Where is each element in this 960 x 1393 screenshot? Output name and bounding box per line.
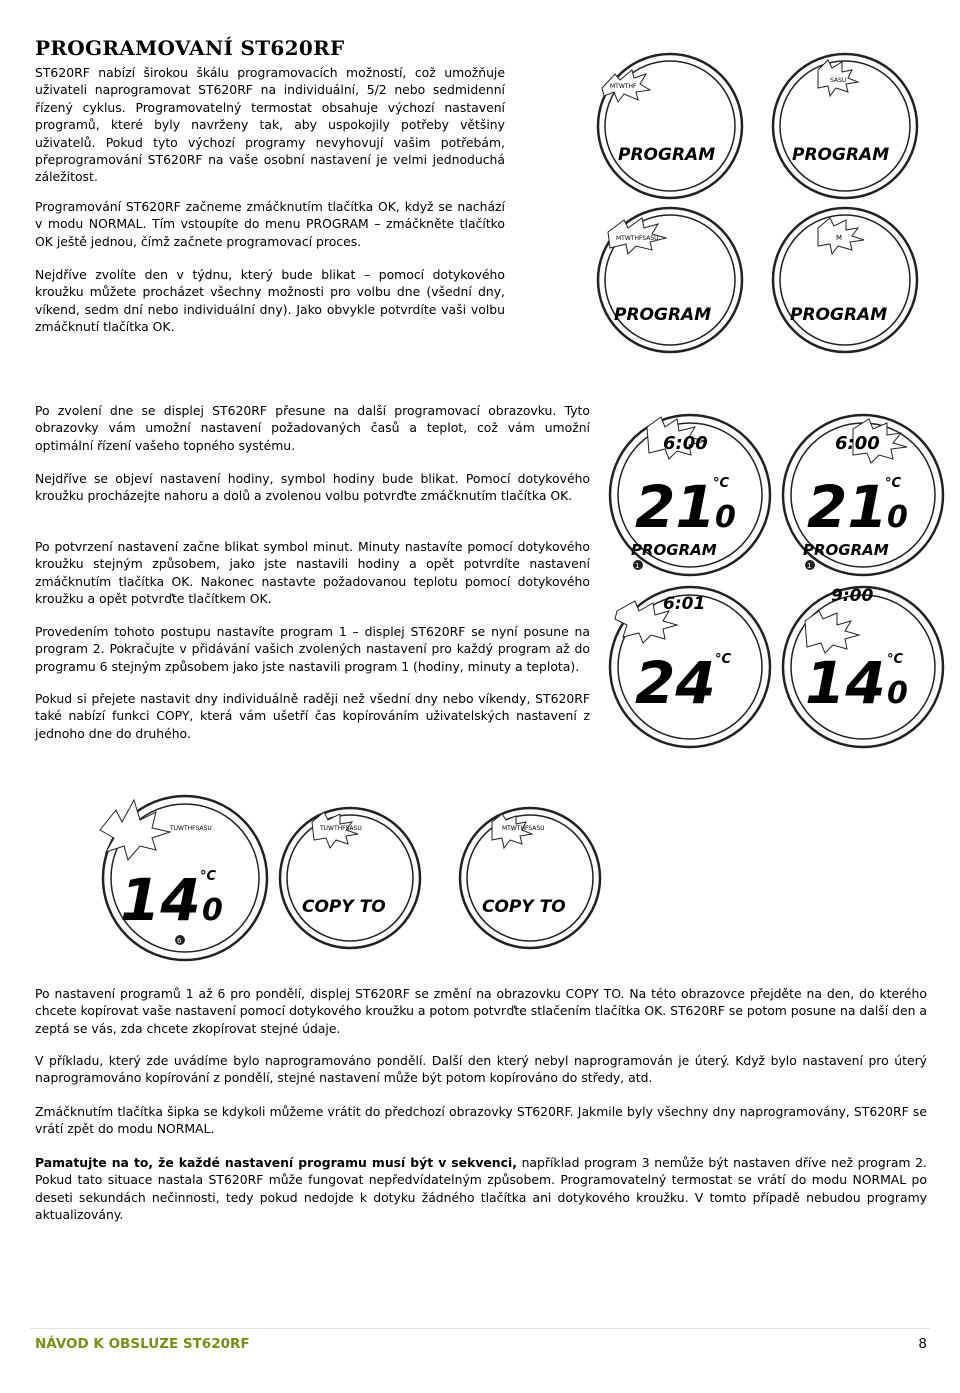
day-label: MTWTHF <box>610 83 637 90</box>
display-last-program <box>100 796 267 960</box>
bottom-paragraph-2: V příkladu, který zde uvádíme bylo naprogramováno pondělí. Další den který nebyl naprogramován je úterý. Když bylo nastavení pro úterý naprogramováno kopírování z pondělí, stejné nastavení může být potom kopírováno do středy, atd. <box>35 1053 927 1086</box>
page-title: PROGRAMOVANÍ ST620RF <box>35 36 345 60</box>
program-word: PROGRAM <box>792 145 890 165</box>
display-all-days <box>598 208 742 352</box>
display-monday <box>773 208 917 352</box>
copy-word: COPY TO <box>482 897 566 917</box>
display-workdays <box>598 54 742 198</box>
temperature-decimal: 0 <box>202 893 223 928</box>
page-number: 8 <box>918 1336 927 1352</box>
middle-paragraph-2: Nejdříve se objeví nastavení hodiny, symbol hodiny bude blikat. Pomocí dotykového kroužku procházejte nahoru a dolů a zvolenou volbu potvrďte zmáčknutím tlačítka OK. <box>35 471 590 504</box>
day-label: MTWTHFSASU <box>502 825 545 832</box>
display-copy-to-1 <box>280 808 420 948</box>
program-word: PROGRAM <box>614 305 712 325</box>
program-number: 6 <box>177 937 182 945</box>
display-set-hour <box>610 415 770 575</box>
temperature-unit: °C <box>885 476 902 491</box>
display-set-minutes <box>783 415 943 575</box>
bottom-paragraph-3: Zmáčknutím tlačítka šipka se kdykoli můžeme vrátit do předchozí obrazovky ST620RF. Jakmile byly všechny dny naprogramovány, ST620RF se vrátí zpět do modu NORMAL. <box>35 1104 927 1137</box>
temperature-unit: °C <box>887 652 904 667</box>
day-label: SASU <box>830 77 847 84</box>
footer-manual-title: NÁVOD K OBSLUZE ST620RF <box>35 1336 250 1352</box>
footer-divider <box>30 1328 930 1329</box>
display-program-two <box>783 586 943 747</box>
temperature-integer: 14 <box>120 866 201 934</box>
temperature-decimal: 0 <box>887 676 908 711</box>
program-display-grid-middle <box>605 405 950 760</box>
temperature-integer: 14 <box>805 649 886 717</box>
time-value: 6:01 <box>663 594 706 614</box>
sequence-warning-text: například program 3 nemůže být nastaven dříve než program 2. Pokud tato situace nastala ST620RF může fungovat nepředvídatelným způsobem. Programovatelný termostat se vrátí do modu NORMAL po deseti sekundách nečinnosti, tedy pokud nedojde k dotyku žádného tlačítka ani dotykového kroužku. V tomto případě nebudou programy aktualizovány. <box>35 1155 927 1223</box>
display-set-temperature <box>610 587 770 747</box>
copy-word: COPY TO <box>302 897 386 917</box>
day-label: TUWTHFSASU <box>320 825 362 832</box>
program-word: PROGRAM <box>803 541 889 559</box>
middle-paragraph-4: Provedením tohoto postupu nastavíte program 1 – displej ST620RF se nyní posune na program 2. Pokračujte v přidávání vašich zvolených nastavení pro každý program až do programu 6 stejným způsobem jako jste nastavili program 1 (hodiny, minuty a teplota). <box>35 624 590 674</box>
time-value: 9:00 <box>831 586 874 606</box>
day-label: MTWTHFSASU <box>616 235 659 242</box>
temperature-unit: °C <box>200 869 217 884</box>
program-word: PROGRAM <box>790 305 888 325</box>
program-word: PROGRAM <box>631 541 717 559</box>
time-value: 6:00 <box>663 433 708 454</box>
day-label: TUWTHFSASU <box>170 825 212 832</box>
temperature-integer: 24 <box>635 649 716 717</box>
middle-paragraph-1: Po zvolení dne se displej ST620RF přesune na další programovací obrazovku. Tyto obrazovky vám umožní nastavení požadovaných časů a teplot, což vám umožní optimální řízení vašeho topného systému. <box>35 403 590 453</box>
temperature-decimal: 0 <box>887 500 908 535</box>
temperature-unit: °C <box>713 476 730 491</box>
day-label: M <box>836 234 843 242</box>
program-display-grid-top <box>580 48 935 358</box>
intro-paragraph-1: ST620RF nabízí širokou škálu programovacích možností, což umožňuje uživateli naprogramovat ST620RF na individuální, 5/2 nebo sedmidenní řízený cyklus. Programovatelný termostat obsahuje výchozí nastavení programů, které byly navrženy tak, aby uspokojily potřeby většiny uživatelů. Pokud tyto výchozí programy nevyhovují vašim potřebám, přeprogramování ST620RF na vaše osobní nastavení je velmi jednoduchá záležitost. <box>35 65 505 185</box>
copy-display-row <box>30 790 620 970</box>
display-copy-to-2 <box>460 808 600 948</box>
temperature-unit: °C <box>715 652 732 667</box>
temperature-integer: 21 <box>807 473 888 541</box>
sequence-warning-bold: Pamatujte na to, že každé nastavení programu musí být v sekvenci, <box>35 1155 517 1170</box>
middle-paragraph-3: Po potvrzení nastavení začne blikat symbol minut. Minuty nastavíte pomocí dotykového kroužku stejným způsobem, jako jste nastavili hodiny a opět potvrdíte nastavení zmáčknutím tlačítka OK. Nakonec nastavte požadovanou teplotu pomocí dotykového kroužku a opět potvrďte tlačítkem OK. <box>35 539 590 607</box>
program-number: 1 <box>807 562 812 570</box>
bottom-paragraph-1: Po nastavení programů 1 až 6 pro pondělí, displej ST620RF se změní na obrazovku COPY TO. Na této obrazovce přejděte na den, do kterého chcete kopírovat vaše nastavení pomocí dotykového kroužku a potom potvrďte stlačením tlačítka OK. ST620RF se potom posune na další den a zeptá se vás, zda chcete zkopírovat stejné údaje. <box>35 986 927 1036</box>
program-word: PROGRAM <box>618 145 716 165</box>
display-weekend <box>773 54 917 198</box>
program-number: 1 <box>635 562 640 570</box>
temperature-integer: 21 <box>635 473 716 541</box>
time-value: 6:00 <box>835 433 880 454</box>
bottom-paragraph-4 <box>35 1154 927 1224</box>
temperature-decimal: 0 <box>715 500 736 535</box>
middle-paragraph-5: Pokud si přejete nastavit dny individuálně raději než všední dny nebo víkendy, ST620RF také nabízí funkci COPY, která vám ušetří čas kopírováním uživatelských nastavení z jednoho dne do druhého. <box>35 691 590 741</box>
intro-paragraph-3: Nejdříve zvolíte den v týdnu, který bude blikat – pomocí dotykového kroužku můžete procházet všechny možnosti pro volbu dne (všední dny, víkend, sedm dní nebo individuální dny). Jako obvykle potvrdíte vaši volbu zmáčknutí tlačítka OK. <box>35 267 505 335</box>
intro-paragraph-2: Programování ST620RF začneme zmáčknutím tlačítka OK, když se nachází v modu NORMAL. Tím vstoupíte do menu PROGRAM – zmáčkněte tlačítko OK ještě jednou, čímž začnete programovací proces. <box>35 199 505 249</box>
